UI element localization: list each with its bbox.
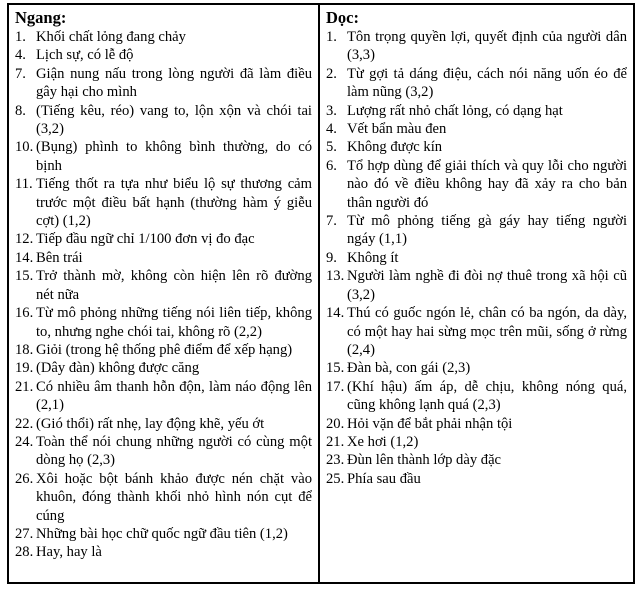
across-clue-row [13,46,313,64]
crossword-clues-table [7,3,635,584]
across-clue-text: Những bài học chữ quốc ngữ đầu tiên (1,2) [36,525,288,542]
across-clue-number: 15. [15,268,34,285]
down-clue-number: 5. [326,139,337,156]
across-column [9,5,320,582]
across-clue-row [13,304,313,341]
down-clue-row [324,138,628,156]
across-clue-number: 19. [15,360,34,377]
down-clue-row [324,451,628,469]
across-clue-number: 4. [15,47,26,64]
down-clue-number: 9. [326,249,337,266]
across-clue-text: Khối chất lỏng đang chảy [36,29,186,45]
across-clue-row [13,543,313,561]
across-clue-number: 22. [15,415,34,432]
down-clue-text: Tổ hợp dùng để giải thích và quy lỗi cho người nào đó về điều không hay đã xảy ra cho bản thân người đó [347,157,627,211]
down-clue-row [324,249,628,267]
across-clue-row [13,175,313,230]
across-clue-row [13,341,313,359]
across-clue-number: 11. [15,176,33,193]
across-clue-row [13,378,313,415]
down-clue-number: 17. [326,378,345,395]
down-clue-number: 6. [326,157,337,174]
across-clue-number: 18. [15,341,34,358]
down-clue-text: Từ mô phỏng tiếng gà gáy hay tiếng người ngáy (1,1) [347,213,627,248]
down-clue-text: Thú có guốc ngón lẻ, chân có ba ngón, da dày, có một hay hai sừng mọc trên mũi, sống ở rừng (2,4) [347,305,627,358]
across-clue-text: Lịch sự, có lễ độ [36,47,134,64]
across-clue-text: Toàn thể nói chung những người có cùng một dòng họ (2,3) [36,433,312,469]
across-clue-text: (Gió thổi) rất nhẹ, lay động khẽ, yếu ớt [36,415,265,432]
across-clue-row [13,525,313,543]
across-clue-text: Tiếp đầu ngữ chỉ 1/100 đơn vị đo đạc [36,231,255,248]
across-clue-text: Giận nung nấu trong lòng người đã làm điều gây hại cho mình [36,65,312,101]
across-clue-row [13,230,313,248]
down-clue-number: 3. [326,102,337,119]
down-clue-text: Đùn lên thành lớp dày đặc [347,452,502,469]
across-clue-row [13,433,313,470]
across-clue-text: Xôi hoặc bột bánh khảo được nén chặt vào khuôn, đóng thành khối nhỏ hình nón cụt để cúng [36,470,312,524]
down-clue-text: Tôn trọng quyền lợi, quyết định của người dân (3,3) [347,29,627,64]
across-clue-text: (Dây đàn) không được căng [36,360,200,377]
across-clue-number: 7. [15,65,26,82]
down-clue-row [324,378,628,415]
down-clue-number: 14. [326,305,345,322]
down-clue-row [324,304,628,359]
across-clue-text: (Bụng) phình to không bình thường, do có bịnh [36,139,312,174]
across-clue-text: Giỏi (trong hệ thống phê điểm để xếp hạng) [36,341,293,358]
down-clue-text: Lượng rất nhỏ chất lỏng, có dạng hạt [347,102,563,119]
across-clue-text: Tiếng thốt ra tựa như biểu lộ sự thương cảm trước một điều bất hạnh (thường hàm ý giễu cợt) (1,2) [36,176,312,230]
across-clue-text: Bên trái [36,249,83,266]
down-title: Dọc: [326,8,359,27]
down-clue-row [324,120,628,138]
down-column [320,5,633,582]
across-clue-number: 27. [15,525,34,542]
down-clue-row [324,470,628,488]
down-clue-text: Không ít [347,249,399,266]
across-clue-row [13,249,313,267]
across-clue-number: 21. [15,378,34,395]
across-clue-text: Có nhiều âm thanh hỗn độn, làm náo động lên (2,1) [36,378,312,414]
down-clue-number: 20. [326,415,345,432]
down-clue-row [324,267,628,304]
across-clue-number: 8. [15,102,26,119]
down-clue-number: 15. [326,360,345,377]
down-clue-number: 4. [326,121,337,138]
down-clue-row [324,65,628,102]
down-clue-number: 1. [326,29,337,45]
across-clue-number: 12. [15,231,34,248]
down-clue-text: Từ gợi tả dáng điệu, cách nói năng uốn éo để làm nũng (3,2) [347,65,627,101]
down-clue-text: Xe hơi (1,2) [347,433,419,450]
down-clue-text: Không được kín [347,139,443,156]
down-clue-text: Vết bẩn màu đen [347,121,447,138]
across-clue-row [13,415,313,433]
down-clue-number: 23. [326,452,345,469]
down-clue-row [324,359,628,377]
across-clue-number: 14. [15,249,34,266]
across-clue-row [13,359,313,377]
down-clue-number: 21. [326,433,345,450]
down-clue-row [324,28,628,65]
across-clue-row [13,470,313,525]
across-clue-row [13,138,313,175]
across-clue-row [13,28,313,46]
down-clue-text: Người làm nghề đi đòi nợ thuê trong xã hội cũ (3,2) [347,268,627,303]
across-clue-number: 1. [15,29,26,45]
down-clue-text: (Khí hậu) ấm áp, dễ chịu, không nóng quá, cũng không lạnh quá (2,3) [347,378,627,414]
down-clue-row [324,415,628,433]
across-clue-row [13,102,313,139]
across-clue-number: 24. [15,433,34,450]
across-clue-text: Hay, hay là [36,544,102,561]
across-title: Ngang: [15,8,67,27]
down-clue-text: Phía sau đầu [347,470,421,487]
down-clue-number: 7. [326,213,337,230]
across-clue-number: 26. [15,470,34,487]
across-clue-row [13,65,313,102]
across-clue-text: Từ mô phỏng những tiếng nói liên tiếp, không to, nhưng nghe chói tai, không rõ (2,2) [36,305,312,340]
across-clue-row [13,267,313,304]
down-clue-text: Đàn bà, con gái (2,3) [347,360,471,377]
down-clue-row [324,433,628,451]
across-clue-number: 10. [15,139,34,156]
down-clue-number: 2. [326,65,337,82]
across-clue-number: 16. [15,305,34,322]
across-clue-number: 28. [15,544,34,561]
down-clue-row [324,212,628,249]
down-clue-row [324,102,628,120]
across-clue-text: (Tiếng kêu, réo) vang to, lộn xộn và chói tai (3,2) [36,102,312,138]
down-clue-number: 25. [326,470,345,487]
across-clue-text: Trở thành mờ, không còn hiện lên rõ đường nét nữa [36,268,312,303]
down-clue-row [324,157,628,212]
down-clue-number: 13. [326,268,345,285]
down-clue-text: Hỏi vặn để bắt phải nhận tội [347,415,513,432]
